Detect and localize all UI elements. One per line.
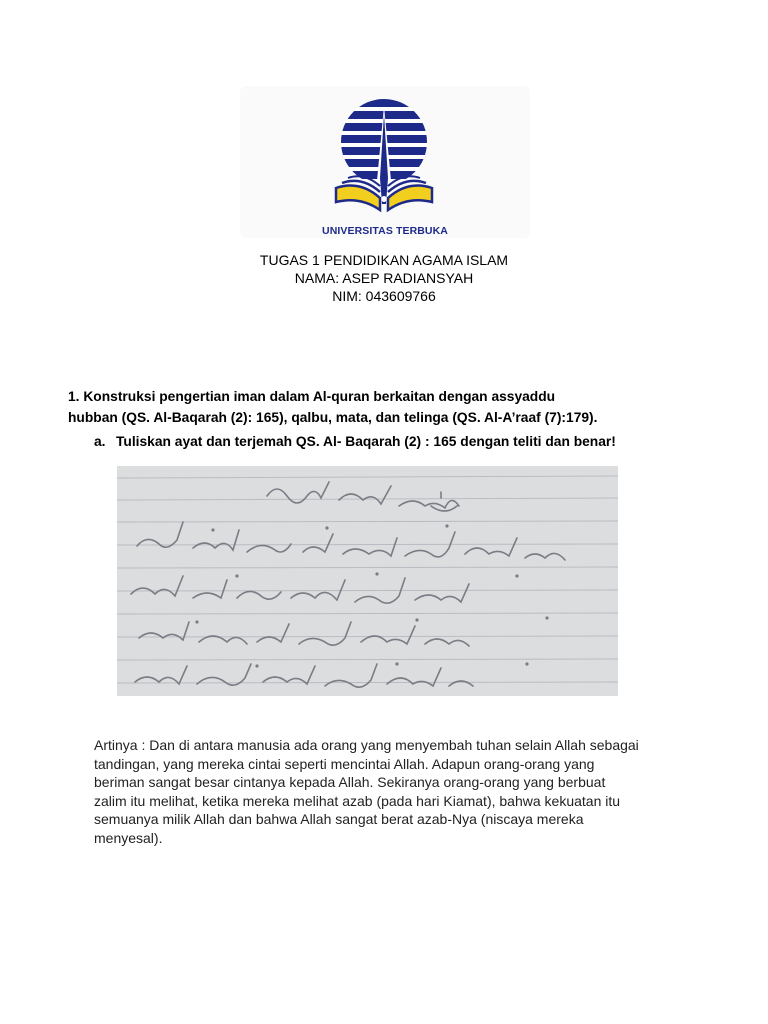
question-1-line: 1. Konstruksi pengertian iman dalam Al-quran berkaitan dengan assyaddu	[68, 389, 556, 404]
list-marker: a.	[94, 434, 106, 449]
logo-wordmark: UNIVERSITAS TERBUKA	[322, 225, 448, 237]
handwritten-arabic-image	[117, 466, 618, 696]
translation-paragraph	[94, 736, 706, 847]
handwritten-arabic-photo	[117, 466, 618, 696]
question-1a-text: Tuliskan ayat dan terjemah QS. Al- Baqarah (2) : 165 dengan teliti dan benar!	[116, 434, 616, 449]
question-1	[68, 386, 708, 428]
translation-line: menyesal).	[94, 829, 163, 846]
assignment-title: TUGAS 1 PENDIDIKAN AGAMA ISLAM	[259, 252, 509, 268]
logo-emblem-icon	[240, 86, 530, 238]
translation-line: Artinya : Dan di antara manusia ada orang yang menyembah tuhan selain Allah sebagai	[94, 737, 639, 753]
student-name: NAMA: ASEP RADIANSYAH	[294, 270, 474, 286]
translation-line: beriman sangat besar cintanya kepada Allah. Sekiranya orang-orang yang berbuat	[94, 774, 606, 790]
translation-line: zalim itu melihat, ketika mereka melihat azab (pada hari Kiamat), bahwa kekuatan itu	[94, 792, 621, 809]
question-1-line: hubban (QS. Al-Baqarah (2): 165), qalbu, mata, dan telinga (QS. Al-A’raaf (7):179).	[68, 410, 598, 425]
student-nim: NIM: 043609766	[332, 288, 436, 304]
question-1a	[94, 432, 616, 452]
translation-line: tandingan, yang mereka cintai seperti mencintai Allah. Adapun orang-orang yang	[94, 755, 595, 772]
translation-line: semuanya milik Allah dan bahwa Allah sangat berat azab-Nya (niscaya mereka	[94, 811, 584, 827]
university-logo	[240, 86, 530, 238]
